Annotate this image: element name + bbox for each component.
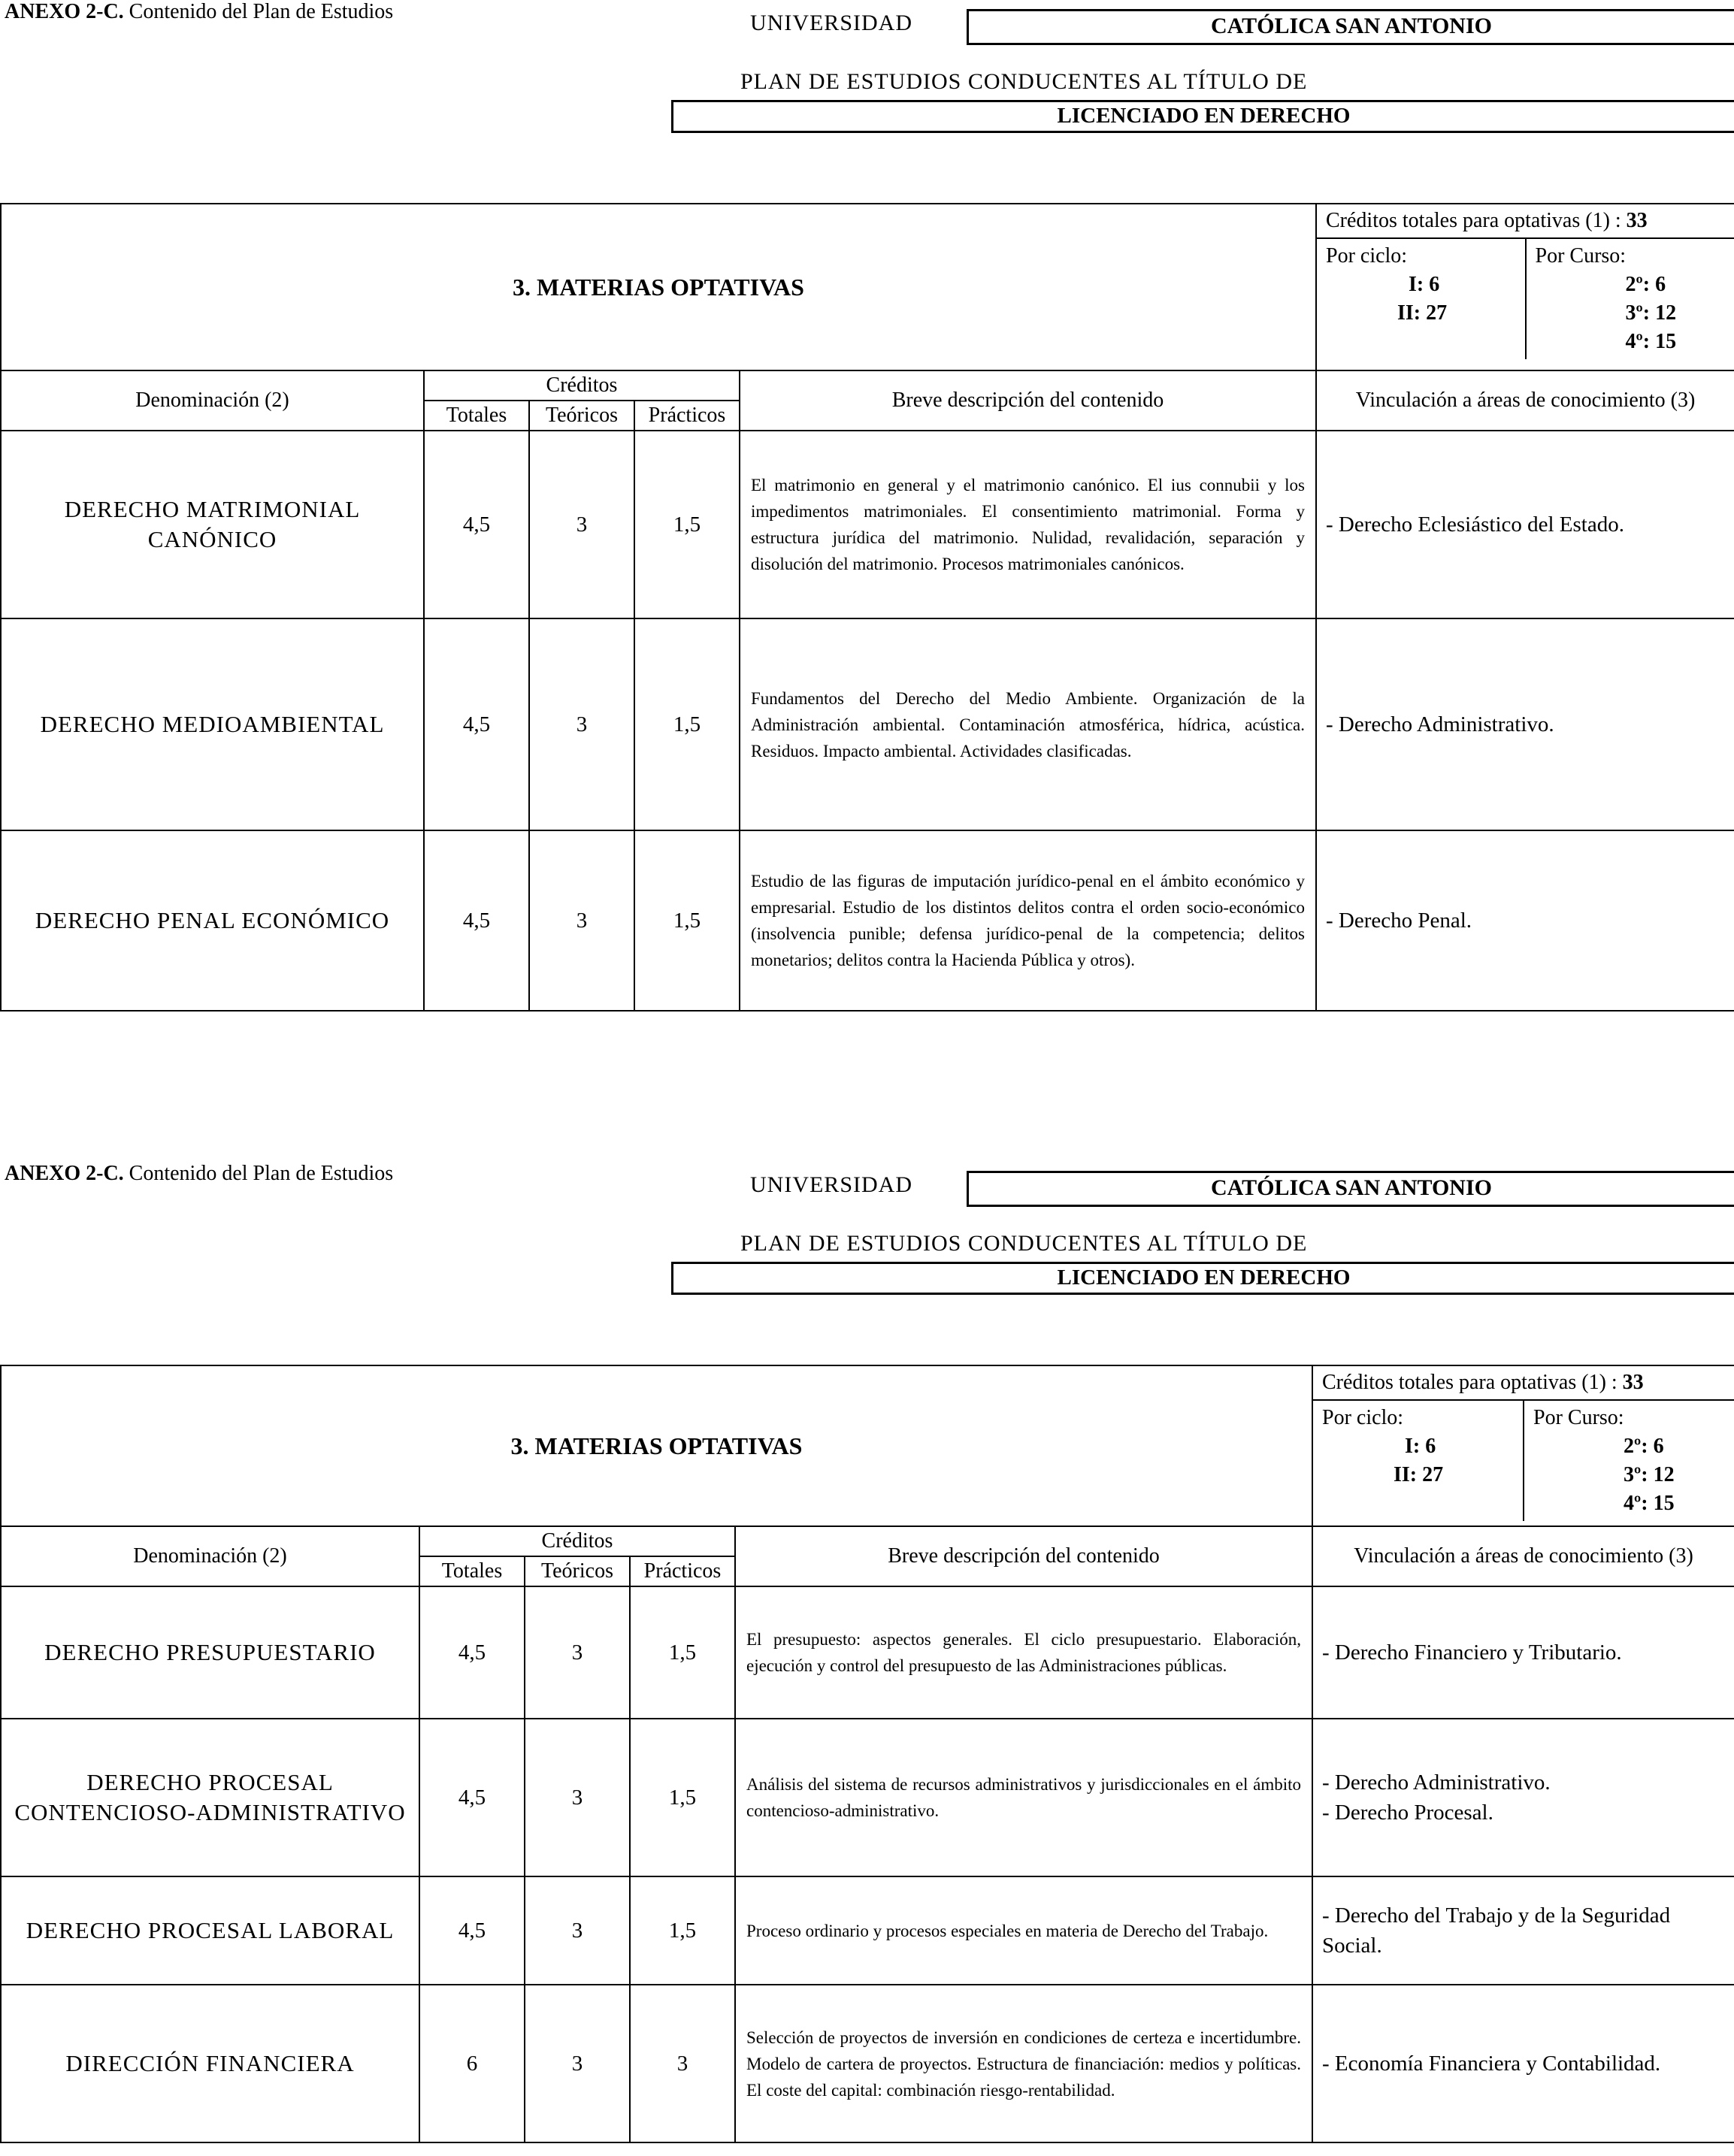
creditos-teoricos-cell: 3 bbox=[525, 1586, 630, 1719]
creditos-totales-cell: 6 bbox=[419, 1985, 525, 2142]
optativas-table bbox=[0, 203, 1734, 1011]
universidad-value: CATÓLICA SAN ANTONIO bbox=[967, 1171, 1734, 1207]
page-1 bbox=[0, 0, 1734, 1052]
creditos-teoricos-cell: 3 bbox=[529, 830, 634, 1011]
table-row bbox=[1, 1876, 1734, 1985]
col-creditos: Créditos bbox=[424, 370, 740, 401]
col-practicos: Prácticos bbox=[634, 401, 740, 431]
vinculacion: - Derecho Financiero y Tributario. bbox=[1312, 1586, 1734, 1719]
col-descripcion: Breve descripción del contenido bbox=[735, 1526, 1312, 1586]
denominacion: DERECHO PROCESAL CONTENCIOSO-ADMINISTRATIVO bbox=[1, 1719, 419, 1876]
descripcion: El presupuesto: aspectos generales. El ciclo presupuestario. Elaboración, ejecución y control del presupuesto de las Administraciones públicas. bbox=[735, 1586, 1312, 1719]
denominacion: DIRECCIÓN FINANCIERA bbox=[1, 1985, 419, 2142]
descripcion: Estudio de las figuras de imputación jurídico-penal en el ámbito económico y empresarial. Estudio de los distintos delitos contra el orden socio-económico (insolvencia punible; defensa jurídico-penal de la competencia; delitos monetarios; delitos contra la Hacienda Pública y otros). bbox=[740, 830, 1316, 1011]
titulo-value: LICENCIADO EN DERECHO bbox=[671, 100, 1734, 133]
por-ciclo: Por ciclo: I: 6 II: 27 bbox=[1317, 239, 1527, 359]
denominacion: DERECHO MATRIMONIAL CANÓNICO bbox=[1, 431, 424, 618]
plan-label: PLAN DE ESTUDIOS CONDUCENTES AL TÍTULO DE bbox=[740, 69, 1308, 94]
table-row bbox=[1, 1985, 1734, 2142]
creditos-teoricos-cell: 3 bbox=[525, 1876, 630, 1985]
creditos-teoricos-cell: 3 bbox=[525, 1719, 630, 1876]
plan-label: PLAN DE ESTUDIOS CONDUCENTES AL TÍTULO DE bbox=[740, 1231, 1308, 1256]
vinculacion: - Derecho del Trabajo y de la Seguridad Social. bbox=[1312, 1876, 1734, 1985]
denominacion: DERECHO PROCESAL LABORAL bbox=[1, 1876, 419, 1985]
creditos-totales: Créditos totales para optativas (1) : 33 bbox=[1317, 204, 1734, 239]
descripcion: El matrimonio en general y el matrimonio canónico. El ius connubii y los impedimentos matrimoniales. El consentimiento matrimonial. Forma y estructura jurídica del matrimonio. Nulidad, revalidación, separación y disolución del matrimonio. Procesos matrimoniales canónicos. bbox=[740, 431, 1316, 618]
vinculacion: - Economía Financiera y Contabilidad. bbox=[1312, 1985, 1734, 2142]
col-totales: Totales bbox=[419, 1556, 525, 1586]
creditos-practicos-cell: 3 bbox=[630, 1985, 735, 2142]
creditos-box bbox=[1316, 204, 1734, 370]
denominacion: DERECHO PENAL ECONÓMICO bbox=[1, 830, 424, 1011]
col-descripcion: Breve descripción del contenido bbox=[740, 370, 1316, 431]
creditos-totales-cell: 4,5 bbox=[419, 1719, 525, 1876]
table-row bbox=[1, 1719, 1734, 1876]
creditos-totales-cell: 4,5 bbox=[424, 618, 529, 830]
universidad-label: UNIVERSIDAD bbox=[750, 1172, 912, 1197]
creditos-teoricos-cell: 3 bbox=[525, 1985, 630, 2142]
por-ciclo: Por ciclo: I: 6 II: 27 bbox=[1313, 1401, 1524, 1521]
creditos-practicos-cell: 1,5 bbox=[630, 1586, 735, 1719]
creditos-practicos-cell: 1,5 bbox=[634, 618, 740, 830]
creditos-totales-cell: 4,5 bbox=[424, 431, 529, 618]
section-title: 3. MATERIAS OPTATIVAS bbox=[1, 204, 1316, 370]
col-creditos: Créditos bbox=[419, 1526, 735, 1556]
col-denominacion: Denominación (2) bbox=[1, 1526, 419, 1586]
table-row bbox=[1, 1586, 1734, 1719]
vinculacion: - Derecho Eclesiástico del Estado. bbox=[1316, 431, 1734, 618]
por-curso: Por Curso: 2º: 6 3º: 12 4º: 15 bbox=[1535, 244, 1677, 353]
col-teoricos: Teóricos bbox=[525, 1556, 630, 1586]
universidad-label: UNIVERSIDAD bbox=[750, 11, 912, 35]
creditos-practicos-cell: 1,5 bbox=[634, 830, 740, 1011]
table-row bbox=[1, 830, 1734, 1011]
creditos-practicos-cell: 1,5 bbox=[630, 1876, 735, 1985]
col-vinculacion: Vinculación a áreas de conocimiento (3) bbox=[1316, 370, 1734, 431]
col-vinculacion: Vinculación a áreas de conocimiento (3) bbox=[1312, 1526, 1734, 1586]
anexo-heading: ANEXO 2-C. Contenido del Plan de Estudios bbox=[5, 1162, 394, 1185]
anexo-heading: ANEXO 2-C. Contenido del Plan de Estudios bbox=[5, 0, 394, 23]
creditos-practicos-cell: 1,5 bbox=[634, 431, 740, 618]
creditos-totales-cell: 4,5 bbox=[419, 1876, 525, 1985]
descripcion: Fundamentos del Derecho del Medio Ambiente. Organización de la Administración ambiental. Contaminación atmosférica, hídrica, acústica. Residuos. Impacto ambiental. Actividades clasificadas. bbox=[740, 618, 1316, 830]
creditos-totales: Créditos totales para optativas (1) : 33 bbox=[1313, 1366, 1734, 1401]
descripcion: Selección de proyectos de inversión en condiciones de certeza e incertidumbre. Modelo de cartera de proyectos. Estructura de financiación: medios y políticas. El coste del capital: combinación riesgo-rentabilidad. bbox=[735, 1985, 1312, 2142]
titulo-value: LICENCIADO EN DERECHO bbox=[671, 1262, 1734, 1295]
vinculacion: - Derecho Penal. bbox=[1316, 830, 1734, 1011]
denominacion: DERECHO PRESUPUESTARIO bbox=[1, 1586, 419, 1719]
col-totales: Totales bbox=[424, 401, 529, 431]
section-title: 3. MATERIAS OPTATIVAS bbox=[1, 1365, 1312, 1526]
creditos-teoricos-cell: 3 bbox=[529, 618, 634, 830]
col-practicos: Prácticos bbox=[630, 1556, 735, 1586]
table-row bbox=[1, 431, 1734, 618]
col-teoricos: Teóricos bbox=[529, 401, 634, 431]
vinculacion: - Derecho Administrativo. - Derecho Procesal. bbox=[1312, 1719, 1734, 1876]
creditos-box bbox=[1312, 1365, 1734, 1526]
descripcion: Análisis del sistema de recursos administrativos y jurisdiccionales en el ámbito contencioso-administrativo. bbox=[735, 1719, 1312, 1876]
creditos-practicos-cell: 1,5 bbox=[630, 1719, 735, 1876]
por-curso: Por Curso: 2º: 6 3º: 12 4º: 15 bbox=[1533, 1406, 1675, 1515]
optativas-table bbox=[0, 1365, 1734, 2143]
denominacion: DERECHO MEDIOAMBIENTAL bbox=[1, 618, 424, 830]
creditos-totales-cell: 4,5 bbox=[419, 1586, 525, 1719]
vinculacion: - Derecho Administrativo. bbox=[1316, 618, 1734, 830]
creditos-totales-cell: 4,5 bbox=[424, 830, 529, 1011]
creditos-teoricos-cell: 3 bbox=[529, 431, 634, 618]
page-2 bbox=[0, 1162, 1734, 2156]
descripcion: Proceso ordinario y procesos especiales en materia de Derecho del Trabajo. bbox=[735, 1876, 1312, 1985]
col-denominacion: Denominación (2) bbox=[1, 370, 424, 431]
table-row bbox=[1, 618, 1734, 830]
universidad-value: CATÓLICA SAN ANTONIO bbox=[967, 9, 1734, 45]
